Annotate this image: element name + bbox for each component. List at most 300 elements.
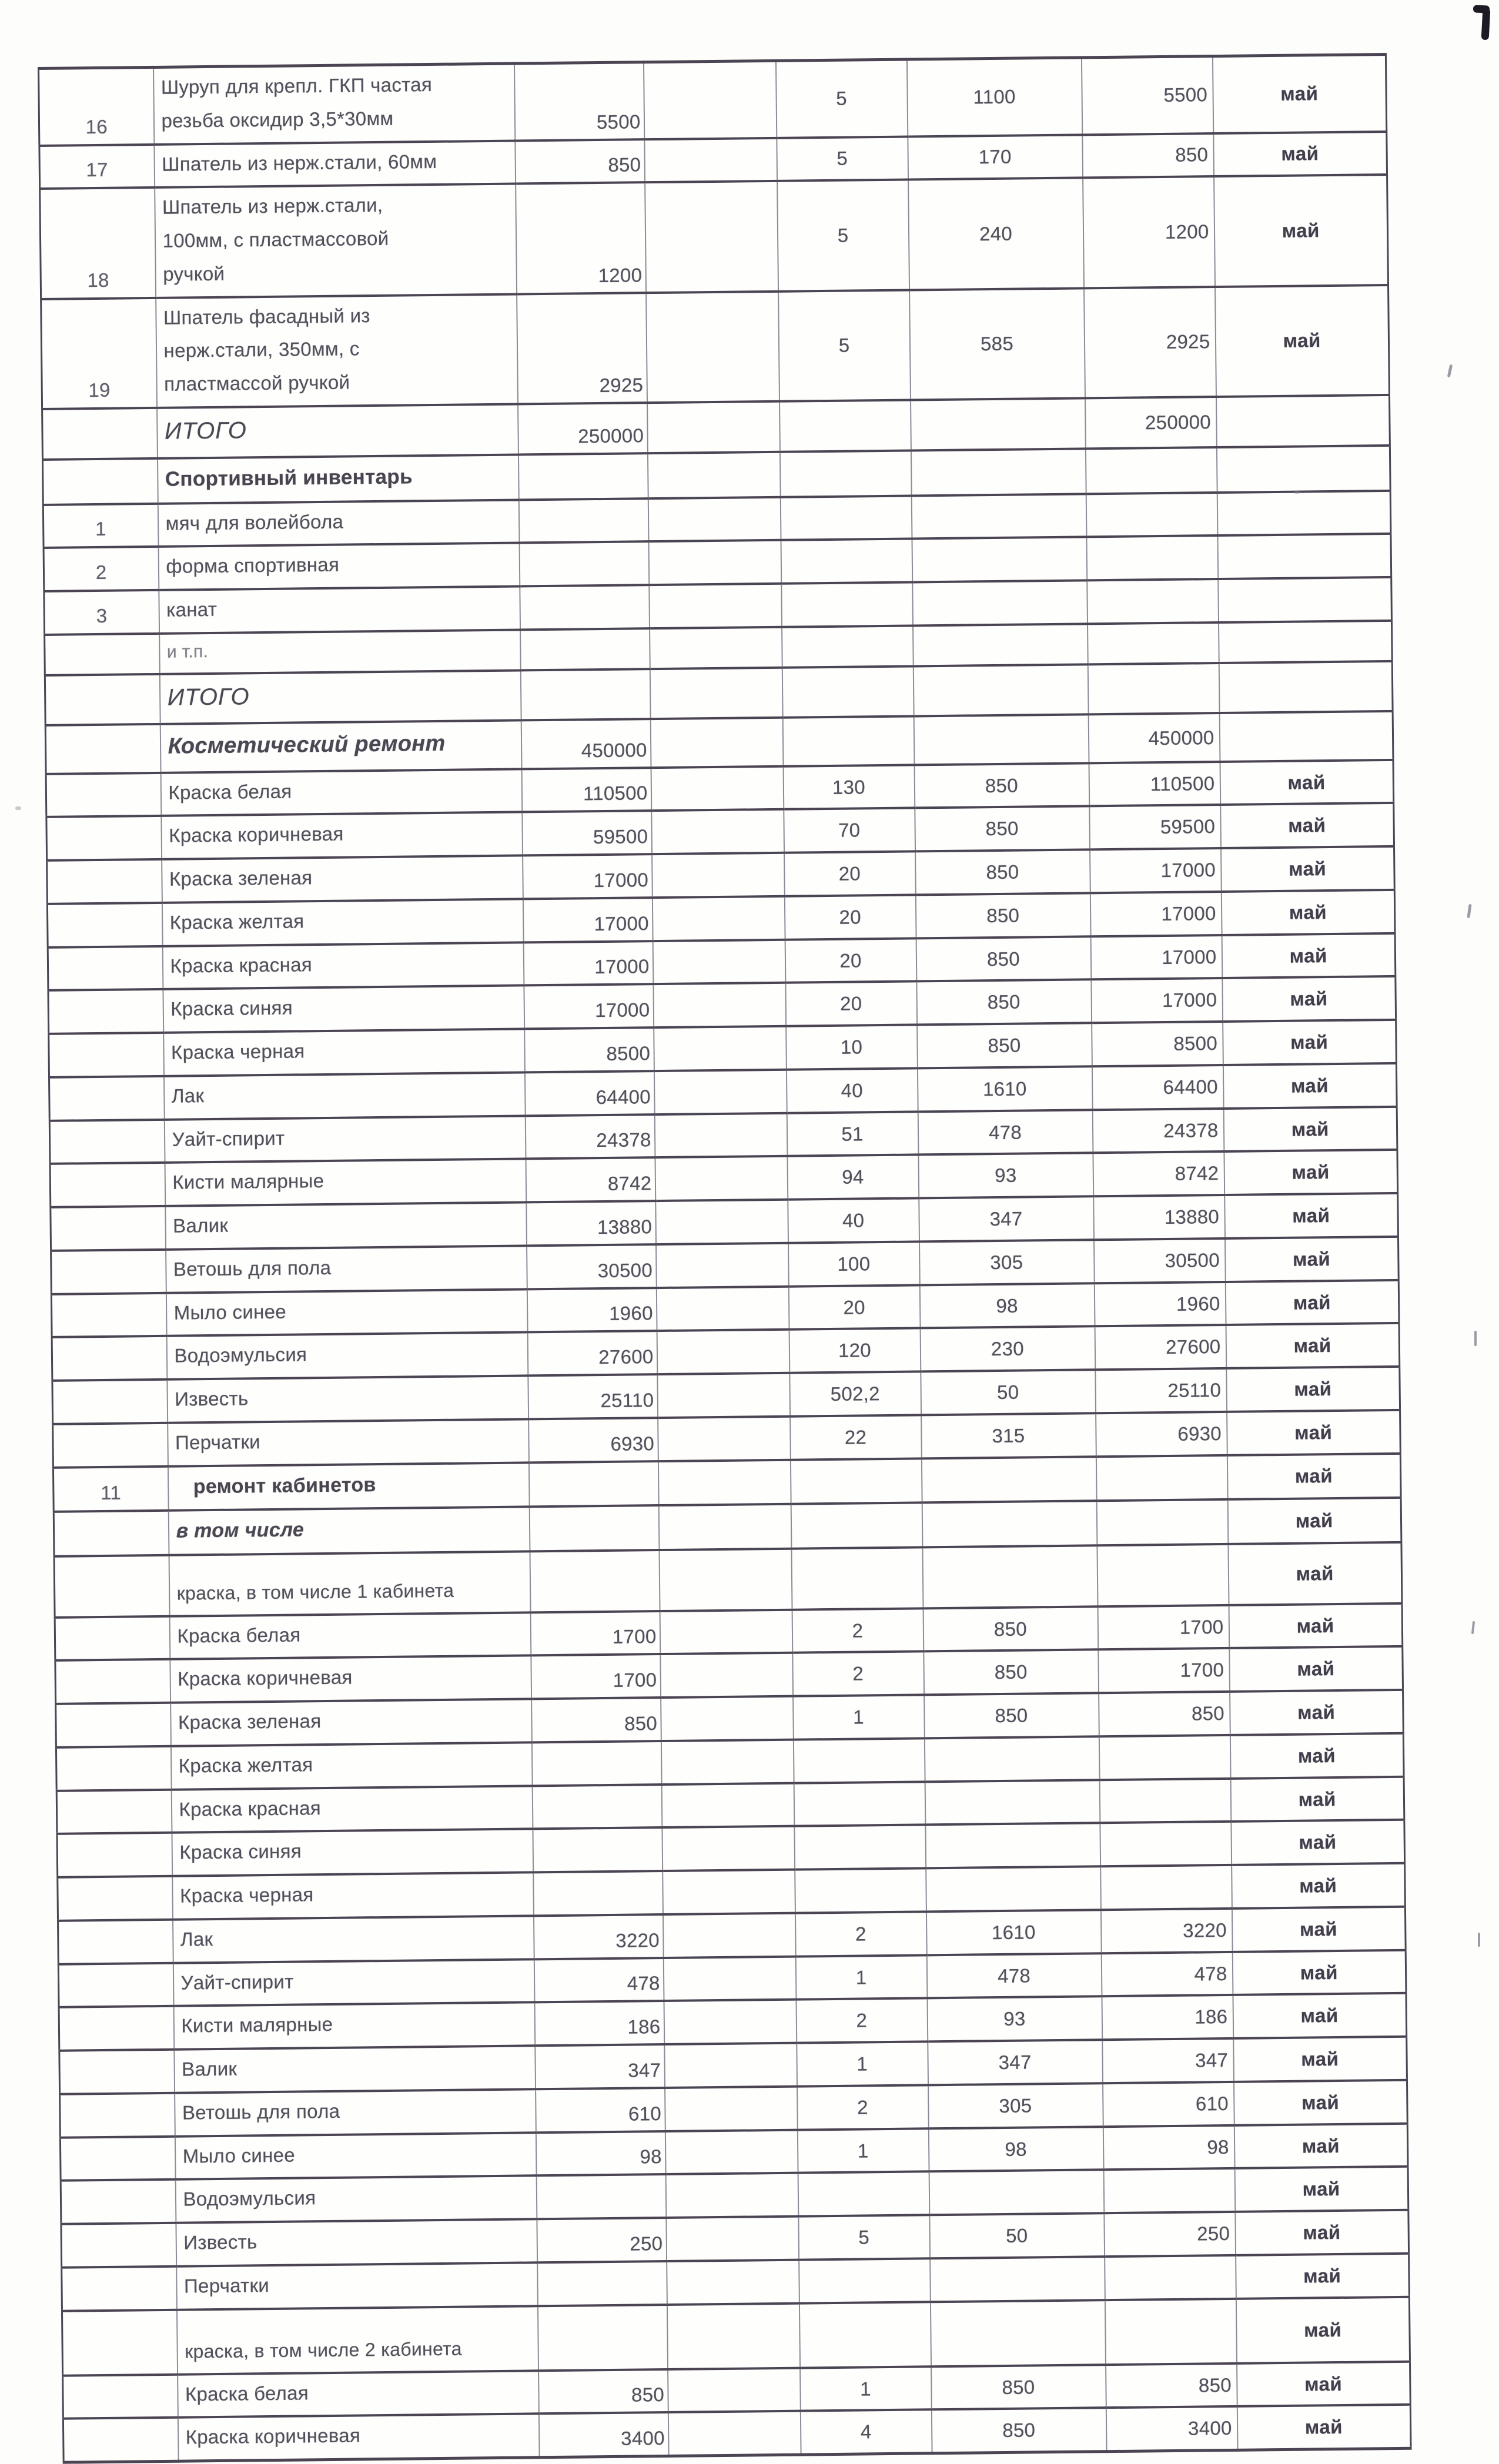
- cell-month: май: [1237, 2405, 1411, 2450]
- cell-unit-price: [911, 448, 1086, 496]
- cell-sum: [532, 1785, 662, 1829]
- cell-num: 18: [40, 188, 156, 299]
- cell-item-name: краска, в том числе 2 кабинета: [176, 2306, 538, 2374]
- cell-sum: 3220: [533, 1914, 663, 1959]
- cell-blank: [652, 896, 785, 941]
- cell-sum: [528, 1461, 658, 1507]
- cell-sum: [533, 1827, 662, 1872]
- cell-blank: [665, 2130, 798, 2174]
- cell-unit-price: 850: [917, 1023, 1092, 1069]
- cell-qty: 1: [797, 2128, 929, 2173]
- cell-month: май: [1233, 2037, 1407, 2082]
- cell-unit-price: 850: [923, 1606, 1098, 1652]
- cell-item-name: Перчатки: [176, 2262, 538, 2309]
- cell-unit-price: 850: [916, 980, 1092, 1025]
- cell-sum: 850: [538, 2369, 668, 2414]
- cell-total: [1105, 2255, 1236, 2300]
- cell-blank: [653, 983, 786, 1027]
- cell-blank: [644, 138, 777, 182]
- cell-unit-price: 478: [918, 1110, 1093, 1155]
- table-body: [39, 54, 1411, 2462]
- cell-total: 850: [1099, 1692, 1230, 1736]
- cell-month: [1216, 395, 1390, 447]
- cell-item-name: мяч для волейбола: [158, 500, 519, 547]
- cell-num: [56, 1789, 172, 1834]
- cell-item-name: Краска белая: [178, 2371, 539, 2418]
- cell-total: 17000: [1090, 935, 1222, 980]
- cell-qty: 120: [789, 1328, 921, 1373]
- cell-unit-price: 850: [915, 806, 1090, 852]
- cell-blank: [650, 627, 782, 669]
- cell-total: 250000: [1085, 397, 1216, 448]
- table-row: [39, 54, 1387, 145]
- cell-unit-price: [925, 1780, 1100, 1825]
- cell-total: [1085, 447, 1217, 494]
- cell-month: май: [1225, 1280, 1399, 1325]
- cell-num: [45, 674, 160, 725]
- cell-num: [47, 859, 162, 904]
- cell-qty: [795, 1869, 926, 1913]
- cell-total: [1097, 1544, 1229, 1606]
- cell-month: [1219, 661, 1393, 714]
- cell-unit-price: 93: [918, 1153, 1093, 1198]
- cell-unit-price: [929, 2170, 1104, 2215]
- cell-qty: [791, 1547, 923, 1609]
- cell-total: [1096, 1499, 1228, 1545]
- cell-blank: [654, 1070, 787, 1114]
- cell-unit-price: 50: [921, 1370, 1096, 1415]
- cell-qty: [794, 1825, 926, 1870]
- cell-unit-price: [913, 664, 1088, 717]
- cell-total: [1087, 579, 1219, 624]
- cell-item-name: Краска черная: [172, 1873, 534, 1920]
- cell-item-name: ремонт кабинетов: [168, 1462, 529, 1511]
- cell-item-name: ИТОГО: [157, 404, 518, 458]
- cell-sum: 347: [535, 2044, 665, 2089]
- cell-item-name: Краска белая: [169, 1612, 531, 1659]
- cell-unit-price: 347: [928, 2040, 1103, 2085]
- cell-blank: [661, 1696, 794, 1741]
- cell-qty: [793, 1738, 925, 1783]
- cell-qty: 2: [796, 1998, 928, 2043]
- cell-num: [56, 1703, 171, 1747]
- cell-item-name: Валик: [165, 1203, 527, 1250]
- cell-item-name: Уайт-спирит: [164, 1116, 526, 1163]
- cell-qty: 70: [784, 808, 915, 853]
- cell-item-name: Водоэмульсия: [175, 2176, 537, 2223]
- cell-month: май: [1230, 1690, 1404, 1735]
- cell-blank: [661, 1783, 794, 1827]
- cell-total: 1200: [1083, 176, 1215, 288]
- cell-item-name: Кисти малярные: [165, 1159, 526, 1206]
- cell-month: май: [1234, 2123, 1408, 2168]
- cell-sum: [531, 1741, 661, 1786]
- cell-item-name: ИТОГО: [159, 670, 521, 724]
- cell-num: [60, 2093, 175, 2138]
- cell-item-name: Краска коричневая: [178, 2414, 539, 2462]
- budget-table: [38, 53, 1412, 2464]
- cell-qty: 22: [790, 1415, 922, 1459]
- cell-unit-price: [924, 1736, 1099, 1782]
- cell-qty: 51: [787, 1112, 918, 1156]
- cell-unit-price: 305: [919, 1240, 1095, 1285]
- cell-month: май: [1228, 1542, 1402, 1605]
- cell-qty: 2: [792, 1652, 924, 1696]
- cell-sum: 8742: [526, 1158, 655, 1203]
- cell-total: [1100, 1822, 1232, 1866]
- cell-blank: [660, 1609, 792, 1654]
- cell-qty: [799, 2302, 931, 2368]
- cell-month: май: [1226, 1323, 1400, 1368]
- cell-sum: 8500: [524, 1027, 654, 1072]
- cell-item-name: Шпатель фасадный из нерж.стали, 350мм, с пластмассой ручкой: [156, 294, 518, 408]
- cell-month: май: [1236, 2254, 1410, 2299]
- cell-unit-price: [914, 715, 1089, 765]
- cell-month: [1217, 491, 1391, 536]
- cell-total: 17000: [1091, 978, 1223, 1023]
- cell-sum: 186: [534, 2001, 664, 2045]
- table-row: [41, 284, 1390, 409]
- cell-month: май: [1222, 933, 1396, 979]
- cell-num: [50, 1163, 165, 1207]
- cell-sum: [520, 628, 650, 670]
- cell-sum: 17000: [523, 854, 653, 899]
- cell-blank: [647, 401, 780, 453]
- cell-month: май: [1234, 2167, 1408, 2212]
- cell-total: 13880: [1093, 1195, 1225, 1240]
- cell-item-name: Перчатки: [168, 1419, 529, 1466]
- cell-unit-price: [922, 1501, 1097, 1547]
- table-row: [40, 175, 1388, 299]
- scan-artifact: [1294, 491, 1300, 494]
- cell-month: май: [1215, 284, 1390, 396]
- cell-item-name: Лак: [163, 1072, 525, 1119]
- cell-num: [53, 1511, 169, 1556]
- cell-item-name: Мыло синее: [175, 2132, 536, 2180]
- cell-unit-price: 850: [914, 763, 1089, 808]
- cell-qty: 1: [795, 1955, 927, 2000]
- cell-blank: [662, 1913, 795, 1958]
- cell-blank: [661, 1740, 794, 1785]
- cell-num: [42, 458, 158, 504]
- cell-num: 2: [44, 547, 159, 591]
- cell-num: 11: [53, 1467, 168, 1512]
- cell-month: май: [1221, 890, 1395, 935]
- cell-total: 17000: [1090, 848, 1222, 893]
- cell-sum: 450000: [521, 719, 651, 769]
- cell-blank: [650, 667, 782, 719]
- cell-num: [57, 1833, 172, 1877]
- cell-item-name: Ветошь для пола: [166, 1246, 527, 1293]
- cell-num: [63, 2374, 178, 2419]
- cell-qty: 1: [797, 2042, 928, 2087]
- cell-blank: [658, 1459, 791, 1505]
- cell-total: 2925: [1084, 287, 1216, 399]
- cell-total: 8742: [1093, 1151, 1224, 1196]
- cell-unit-price: 585: [909, 288, 1085, 400]
- cell-month: май: [1220, 803, 1394, 848]
- cell-blank: [657, 1330, 789, 1374]
- cell-blank: [655, 1156, 788, 1201]
- cell-qty: 502,2: [789, 1372, 921, 1417]
- cell-num: 17: [39, 144, 155, 189]
- cell-qty: 20: [785, 982, 917, 1026]
- cell-blank: [658, 1417, 791, 1461]
- cell-num: [46, 816, 162, 861]
- cell-num: [52, 1380, 168, 1424]
- cell-item-name: канат: [159, 587, 520, 634]
- cell-qty: 20: [784, 895, 916, 939]
- cell-total: 850: [1082, 133, 1214, 178]
- cell-total: 250: [1104, 2212, 1236, 2257]
- cell-unit-price: 98: [919, 1283, 1095, 1328]
- cell-qty: 20: [784, 852, 916, 896]
- cell-unit-price: 240: [908, 178, 1084, 290]
- scan-artifact: [1478, 1933, 1480, 1947]
- cell-num: [61, 2180, 176, 2224]
- cell-sum: 17000: [524, 985, 654, 1029]
- cell-num: [42, 408, 158, 460]
- cell-month: [1218, 577, 1392, 622]
- cell-item-name: в том числе: [168, 1507, 530, 1555]
- cell-sum: 250: [537, 2218, 667, 2262]
- cell-num: [55, 1616, 170, 1660]
- cell-blank: [654, 1026, 787, 1071]
- cell-total: [1099, 1779, 1231, 1823]
- cell-unit-price: 50: [929, 2213, 1105, 2258]
- cell-qty: [782, 625, 914, 667]
- cell-total: 1960: [1094, 1282, 1226, 1327]
- cell-blank: [651, 766, 784, 811]
- cell-total: 1700: [1098, 1648, 1230, 1693]
- cell-blank: [648, 540, 781, 585]
- cell-qty: 100: [788, 1241, 920, 1286]
- cell-unit-price: 1610: [926, 1910, 1101, 1955]
- cell-month: май: [1224, 1150, 1398, 1195]
- cell-month: май: [1236, 2296, 1410, 2363]
- cell-item-name: Лак: [173, 1916, 534, 1963]
- cell-unit-price: 1100: [906, 58, 1082, 136]
- cell-item-name: форма спортивная: [158, 543, 520, 590]
- cell-unit-price: [912, 537, 1087, 582]
- cell-total: 98: [1103, 2125, 1234, 2170]
- cell-sum: [518, 453, 648, 500]
- cell-sum: 64400: [524, 1071, 654, 1116]
- cell-sum: 2925: [517, 293, 647, 404]
- cell-num: [59, 2006, 174, 2051]
- cell-num: [49, 1076, 165, 1121]
- cell-item-name: Краска черная: [163, 1029, 525, 1076]
- cell-item-name: Известь: [167, 1376, 528, 1423]
- cell-sum: 13880: [526, 1201, 656, 1246]
- cell-blank: [648, 497, 781, 542]
- cell-item-name: Краска белая: [160, 769, 522, 816]
- cell-blank: [647, 451, 780, 498]
- cell-sum: 3400: [538, 2412, 668, 2458]
- cell-month: [1219, 711, 1393, 761]
- cell-sum: [537, 2305, 667, 2371]
- cell-month: май: [1223, 1020, 1397, 1065]
- cell-sum: 250000: [518, 403, 648, 454]
- cell-item-name: Краска желтая: [162, 899, 523, 946]
- cell-month: май: [1224, 1237, 1398, 1282]
- cell-qty: [780, 496, 912, 540]
- cell-qty: [782, 717, 914, 766]
- cell-month: май: [1224, 1193, 1398, 1238]
- cell-sum: [536, 2174, 666, 2219]
- cell-item-name: Краска зеленая: [170, 1699, 532, 1746]
- cell-blank: [645, 181, 778, 293]
- cell-qty: 40: [788, 1198, 919, 1243]
- cell-num: [60, 2136, 175, 2181]
- cell-month: май: [1229, 1646, 1403, 1692]
- cell-month: май: [1232, 1907, 1406, 1952]
- cell-sum: 5500: [514, 62, 644, 140]
- cell-num: [51, 1293, 166, 1338]
- cell-item-name: краска, в том числе 1 кабинета: [169, 1551, 530, 1616]
- cell-month: май: [1212, 54, 1386, 133]
- cell-unit-price: 305: [928, 2083, 1103, 2128]
- cell-item-name: Уайт-спирит: [173, 1959, 534, 2006]
- cell-sum: [518, 498, 648, 543]
- cell-sum: 478: [534, 1958, 664, 2003]
- cell-unit-price: [912, 581, 1088, 626]
- cell-item-name: Шуруп для крепл. ГКП частая резьба оксидир 3,5*30мм: [153, 63, 515, 144]
- cell-qty: 2: [792, 1608, 924, 1653]
- cell-unit-price: 347: [919, 1197, 1094, 1242]
- cell-blank: [665, 2087, 798, 2131]
- cell-sum: [529, 1505, 659, 1551]
- cell-total: [1088, 663, 1219, 715]
- cell-num: [48, 989, 163, 1034]
- cell-month: май: [1233, 1993, 1407, 2038]
- cell-num: [49, 1120, 165, 1164]
- cell-blank: [650, 718, 783, 768]
- cell-blank: [662, 1826, 795, 1871]
- cell-unit-price: [921, 1457, 1096, 1503]
- cell-blank: [663, 1956, 796, 2001]
- cell-unit-price: 230: [920, 1327, 1095, 1372]
- cell-total: [1100, 1865, 1232, 1910]
- cell-month: май: [1232, 1863, 1406, 1909]
- cell-blank: [643, 61, 776, 139]
- cell-total: 59500: [1089, 805, 1221, 849]
- cell-unit-price: 850: [924, 1650, 1099, 1695]
- cell-num: [52, 1336, 167, 1381]
- cell-blank: [668, 2411, 801, 2456]
- cell-qty: [791, 1503, 922, 1549]
- cell-month: май: [1230, 1776, 1404, 1822]
- cell-qty: 130: [783, 765, 915, 809]
- cell-qty: 40: [786, 1068, 918, 1113]
- cell-blank: [646, 291, 779, 403]
- cell-unit-price: 1610: [917, 1066, 1092, 1112]
- cell-total: 110500: [1089, 762, 1220, 806]
- cell-num: 16: [39, 67, 154, 145]
- cell-blank: [665, 2173, 798, 2218]
- cell-item-name: Краска синяя: [172, 1829, 533, 1876]
- cell-qty: 5: [798, 2215, 930, 2259]
- cell-month: май: [1223, 1063, 1397, 1109]
- cell-qty: [794, 1782, 925, 1826]
- cell-qty: 4: [800, 2410, 932, 2455]
- cell-qty: 10: [786, 1025, 918, 1070]
- cell-num: [47, 903, 162, 948]
- cell-blank: [656, 1243, 789, 1288]
- cell-unit-price: 850: [915, 893, 1090, 938]
- cell-qty: 2: [795, 1911, 926, 1956]
- cell-num: [58, 1963, 173, 2007]
- cell-total: [1103, 2168, 1235, 2213]
- cell-item-name: Мыло синее: [166, 1289, 527, 1336]
- cell-num: [51, 1250, 166, 1294]
- cell-unit-price: [930, 2300, 1105, 2366]
- cell-unit-price: 850: [915, 850, 1090, 895]
- cell-month: май: [1235, 2210, 1409, 2255]
- cell-item-name: Краска зеленая: [162, 856, 523, 903]
- cell-qty: 1: [793, 1695, 925, 1740]
- scan-artifact: [1474, 1331, 1477, 1346]
- cell-num: [59, 2050, 175, 2094]
- cell-unit-price: [922, 1545, 1098, 1608]
- cell-num: [56, 1746, 171, 1791]
- cell-num: [62, 2309, 177, 2375]
- cell-blank: [666, 2217, 799, 2261]
- cell-blank: [654, 1113, 787, 1157]
- cell-total: 27600: [1095, 1325, 1226, 1370]
- cell-sum: [520, 669, 650, 721]
- cell-month: май: [1226, 1367, 1400, 1412]
- scan-artifact: [1467, 904, 1471, 918]
- cell-unit-price: [926, 1866, 1101, 1911]
- cell-blank: [667, 2303, 799, 2369]
- cell-unit-price: 93: [927, 1997, 1102, 2042]
- cell-item-name: Шпатель из нерж.стали, 100мм, с пластмассовой ручкой: [155, 184, 517, 298]
- cell-num: [58, 1876, 173, 1921]
- cell-sum: 27600: [527, 1331, 657, 1376]
- cell-sum: 850: [515, 139, 645, 184]
- cell-unit-price: 170: [908, 135, 1083, 180]
- cell-item-name: Косметический ремонт: [160, 721, 521, 773]
- cell-blank: [668, 2368, 801, 2412]
- cell-total: 5500: [1081, 56, 1213, 135]
- cell-blank: [655, 1200, 788, 1244]
- cell-qty: [781, 582, 913, 627]
- cell-blank: [660, 1653, 793, 1698]
- cell-unit-price: [925, 1823, 1100, 1869]
- cell-month: май: [1223, 1107, 1397, 1152]
- cell-qty: 5: [777, 136, 908, 181]
- cell-total: 17000: [1090, 892, 1222, 936]
- cell-total: [1105, 2299, 1236, 2365]
- cell-total: 450000: [1088, 713, 1220, 763]
- cell-qty: 20: [788, 1285, 920, 1330]
- cell-item-name: Краска коричневая: [161, 812, 523, 859]
- cell-item-name: и т.п.: [159, 630, 521, 674]
- cell-month: май: [1213, 131, 1387, 176]
- cell-qty: [790, 1458, 922, 1504]
- cell-unit-price: 850: [924, 1693, 1099, 1738]
- cell-num: [46, 773, 161, 818]
- cell-total: 610: [1103, 2082, 1234, 2127]
- cell-month: [1216, 445, 1390, 492]
- cell-qty: [798, 2172, 929, 2217]
- cell-blank: [664, 2043, 797, 2088]
- cell-month: [1217, 534, 1391, 579]
- cell-item-name: Спортивный инвентарь: [157, 454, 518, 504]
- cell-blank: [651, 809, 784, 854]
- cell-sum: [520, 585, 650, 630]
